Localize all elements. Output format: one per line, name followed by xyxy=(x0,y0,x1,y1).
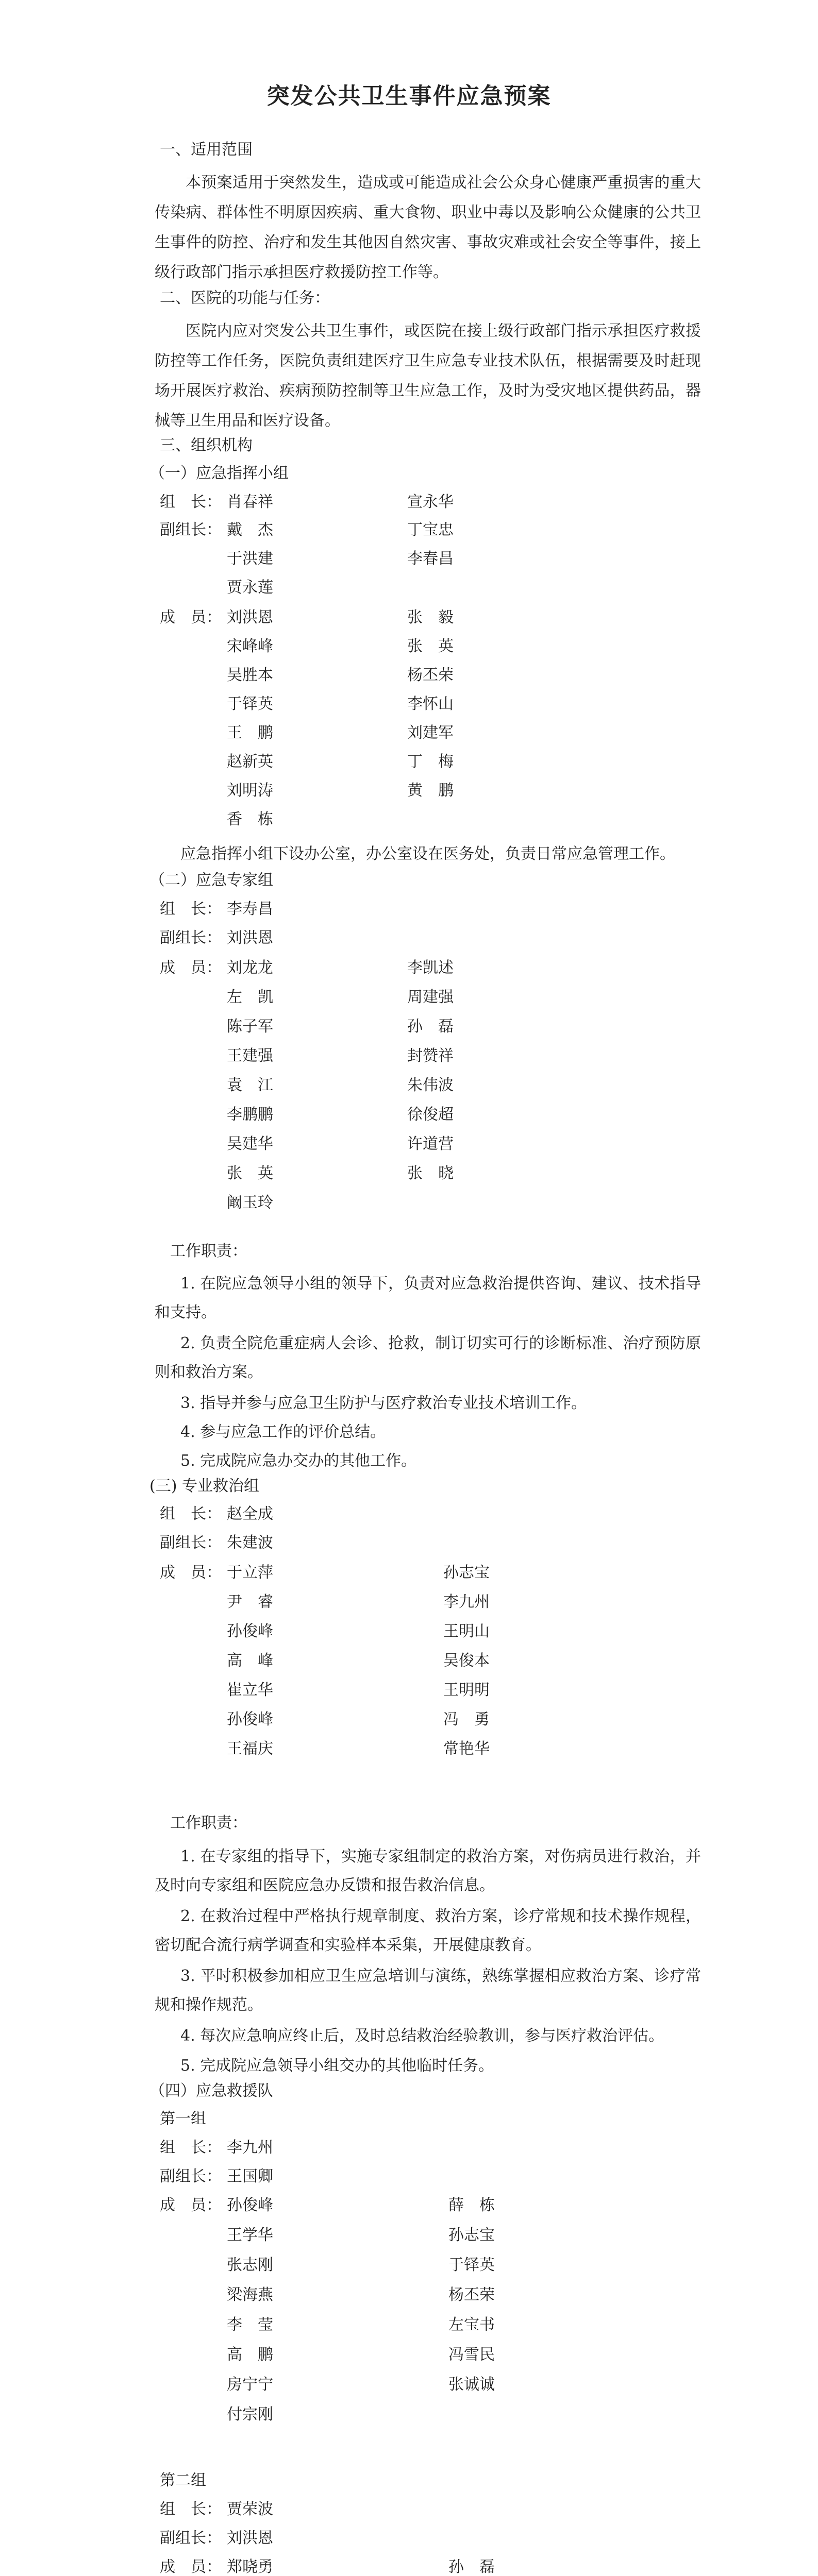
member-name: 王福庆 xyxy=(227,1740,273,1758)
member-name: 贾荣波 xyxy=(227,2500,273,2518)
member-name: 周建强 xyxy=(407,988,454,1006)
duty-item: 2. 在救治过程中严格执行规章制度、救治方案，诊疗常规和技术操作规程，密切配合流行病学调查和实验样本采集，开展健康教育。 xyxy=(155,1907,701,1954)
member-name: 李 莹 xyxy=(227,2316,273,2334)
member-name: 吴建华 xyxy=(227,1135,273,1153)
member-name: 梁海燕 xyxy=(227,2286,273,2304)
duty-item: 4. 参与应急工作的评价总结。 xyxy=(180,1423,386,1441)
member-name: 张 晓 xyxy=(407,1164,454,1182)
member-name: 刘龙龙 xyxy=(227,959,273,977)
member-name: 许道营 xyxy=(407,1135,454,1153)
member-name: 杨丕荣 xyxy=(448,2286,495,2304)
subsection-heading: （二）应急专家组 xyxy=(149,871,273,889)
role-label: 组 长： xyxy=(160,2500,222,2518)
member-name: 孙 磊 xyxy=(448,2558,495,2576)
member-name: 朱建波 xyxy=(227,1534,273,1552)
subsection-heading: (三) 专业救治组 xyxy=(149,1477,259,1495)
section-paragraph: 本预案适用于突然发生，造成或可能造成社会公众身心健康严重损害的重大传染病、群体性不明原因疾病、重大食物、职业中毒以及影响公众健康的公共卫生事件的防控、治疗和发生其他因自然灾害、事故灾难或社会安全等事件，接上级行政部门指示承担医疗救援防控工作等。 xyxy=(155,174,701,281)
duty-item: 4. 每次应急响应终止后，及时总结救治经验教训，参与医疗救治评估。 xyxy=(180,2027,664,2045)
member-name: 左 凯 xyxy=(227,988,273,1006)
member-name: 王 鹏 xyxy=(227,724,273,742)
role-label: 副组长： xyxy=(160,2167,222,2185)
member-name: 刘明涛 xyxy=(227,782,273,800)
member-name: 孙俊峰 xyxy=(227,1710,273,1728)
duty-item: 1. 在院应急领导小组的领导下，负责对应急救治提供咨询、建议、技术指导和支持。 xyxy=(155,1275,701,1321)
member-name: 薛 栋 xyxy=(448,2196,495,2214)
member-name: 孙 磊 xyxy=(407,1018,454,1036)
member-name: 丁 梅 xyxy=(407,753,454,771)
role-label: 成 员： xyxy=(160,1564,222,1582)
member-name: 徐俊超 xyxy=(407,1106,454,1124)
team-heading: 第二组 xyxy=(160,2471,206,2489)
role-label: 组 长： xyxy=(160,2139,222,2157)
duty-item: 3. 指导并参与应急卫生防护与医疗救治专业技术培训工作。 xyxy=(180,1394,587,1412)
duty-item: 1. 在专家组的指导下，实施专家组制定的救治方案，对伤病员进行救治，并及时向专家组和医院应急办反馈和报告救治信息。 xyxy=(155,1848,701,1894)
role-label: 组 长： xyxy=(160,900,222,918)
member-name: 孙志宝 xyxy=(448,2226,495,2244)
member-name: 肖春祥 xyxy=(227,493,273,511)
member-name: 吴俊本 xyxy=(443,1652,490,1670)
member-name: 张志刚 xyxy=(227,2256,273,2274)
member-name: 贾永莲 xyxy=(227,579,273,597)
member-name: 香 栋 xyxy=(227,810,273,828)
section-heading: 二、医院的功能与任务： xyxy=(160,289,330,307)
member-name: 尹 睿 xyxy=(227,1593,273,1611)
duty-label: 工作职责： xyxy=(170,1814,247,1832)
member-name: 房宁宁 xyxy=(227,2376,273,2394)
duty-item: 5. 完成院应急领导小组交办的其他临时任务。 xyxy=(180,2057,494,2075)
role-label: 成 员： xyxy=(160,2558,222,2576)
member-name: 刘洪恩 xyxy=(227,608,273,626)
member-name: 于洪建 xyxy=(227,550,273,568)
duty-label: 工作职责： xyxy=(170,1242,247,1260)
member-name: 于铎英 xyxy=(227,695,273,713)
member-name: 袁 江 xyxy=(227,1076,273,1094)
role-label: 成 员： xyxy=(160,959,222,977)
member-name: 吴胜本 xyxy=(227,666,273,684)
member-name: 郑晓勇 xyxy=(227,2558,273,2576)
subsection-heading: （四）应急救援队 xyxy=(149,2082,273,2100)
member-name: 高 鹏 xyxy=(227,2346,273,2364)
member-name: 杨丕荣 xyxy=(407,666,454,684)
member-name: 王国卿 xyxy=(227,2167,273,2185)
member-name: 张诚诚 xyxy=(448,2376,495,2394)
member-name: 丁宝忠 xyxy=(407,521,454,539)
member-name: 李九州 xyxy=(227,2139,273,2157)
role-label: 成 员： xyxy=(160,2196,222,2214)
member-name: 李鹏鹏 xyxy=(227,1106,273,1124)
member-name: 付宗刚 xyxy=(227,2405,273,2424)
section-heading: 三、组织机构 xyxy=(160,436,253,454)
role-label: 组 长： xyxy=(160,493,222,511)
member-name: 孙俊峰 xyxy=(227,1622,273,1640)
member-name: 王学华 xyxy=(227,2226,273,2244)
member-name: 李春昌 xyxy=(407,550,454,568)
member-name: 刘建军 xyxy=(407,724,454,742)
member-name: 朱伟波 xyxy=(407,1076,454,1094)
member-name: 李凯述 xyxy=(407,959,454,977)
role-label: 副组长： xyxy=(160,521,222,539)
member-name: 王明山 xyxy=(443,1622,490,1640)
duty-item: 5. 完成院应急办交办的其他工作。 xyxy=(180,1452,417,1470)
role-label: 副组长： xyxy=(160,1534,222,1552)
duty-item: 2. 负责全院危重症病人会诊、抢救，制订切实可行的诊断标准、治疗预防原则和救治方案。 xyxy=(155,1334,701,1381)
role-label: 成 员： xyxy=(160,608,222,626)
member-name: 张 英 xyxy=(227,1164,273,1182)
subsection-heading: （一）应急指挥小组 xyxy=(149,464,289,482)
member-name: 于铎英 xyxy=(448,2256,495,2274)
role-label: 组 长： xyxy=(160,1505,222,1523)
team-heading: 第一组 xyxy=(160,2110,206,2128)
member-name: 刘洪恩 xyxy=(227,929,273,947)
member-name: 高 峰 xyxy=(227,1652,273,1670)
member-name: 封赞祥 xyxy=(407,1047,454,1065)
member-name: 宋峰峰 xyxy=(227,637,273,655)
member-name: 李怀山 xyxy=(407,695,454,713)
member-name: 孙志宝 xyxy=(443,1564,490,1582)
member-name: 黄 鹏 xyxy=(407,782,454,800)
role-label: 副组长： xyxy=(160,929,222,947)
member-name: 宣永华 xyxy=(407,493,454,511)
member-name: 崔立华 xyxy=(227,1681,273,1699)
role-label: 副组长： xyxy=(160,2529,222,2547)
member-name: 阚玉玲 xyxy=(227,1194,273,1212)
member-name: 戴 杰 xyxy=(227,521,273,539)
duty-item: 3. 平时积极参加相应卫生应急培训与演练，熟练掌握相应救治方案、诊疗常规和操作规范。 xyxy=(155,1967,701,2014)
office-note: 应急指挥小组下设办公室，办公室设在医务处，负责日常应急管理工作。 xyxy=(180,845,675,863)
member-name: 刘洪恩 xyxy=(227,2529,273,2547)
section-paragraph: 医院内应对突发公共卫生事件，或医院在接上级行政部门指示承担医疗救援防控等工作任务，医院负责组建医疗卫生应急专业技术队伍，根据需要及时赶现场开展医疗救治、疾病预防控制等卫生应急工作，及时为受灾地区提供药品，器械等卫生用品和医疗设备。 xyxy=(155,322,701,430)
member-name: 张 英 xyxy=(407,637,454,655)
member-name: 张 毅 xyxy=(407,608,454,626)
member-name: 冯 勇 xyxy=(443,1710,490,1728)
member-name: 赵新英 xyxy=(227,753,273,771)
member-name: 于立萍 xyxy=(227,1564,273,1582)
section-heading: 一、适用范围 xyxy=(160,141,253,159)
member-name: 孙俊峰 xyxy=(227,2196,273,2214)
member-name: 王明明 xyxy=(443,1681,490,1699)
member-name: 冯雪民 xyxy=(448,2346,495,2364)
document-title: 突发公共卫生事件应急预案 xyxy=(266,83,552,109)
member-name: 陈子军 xyxy=(227,1018,273,1036)
member-name: 李九州 xyxy=(443,1593,490,1611)
member-name: 左宝书 xyxy=(448,2316,495,2334)
member-name: 赵全成 xyxy=(227,1505,273,1523)
member-name: 李寿昌 xyxy=(227,900,273,918)
member-name: 常艳华 xyxy=(443,1740,490,1758)
member-name: 王建强 xyxy=(227,1047,273,1065)
